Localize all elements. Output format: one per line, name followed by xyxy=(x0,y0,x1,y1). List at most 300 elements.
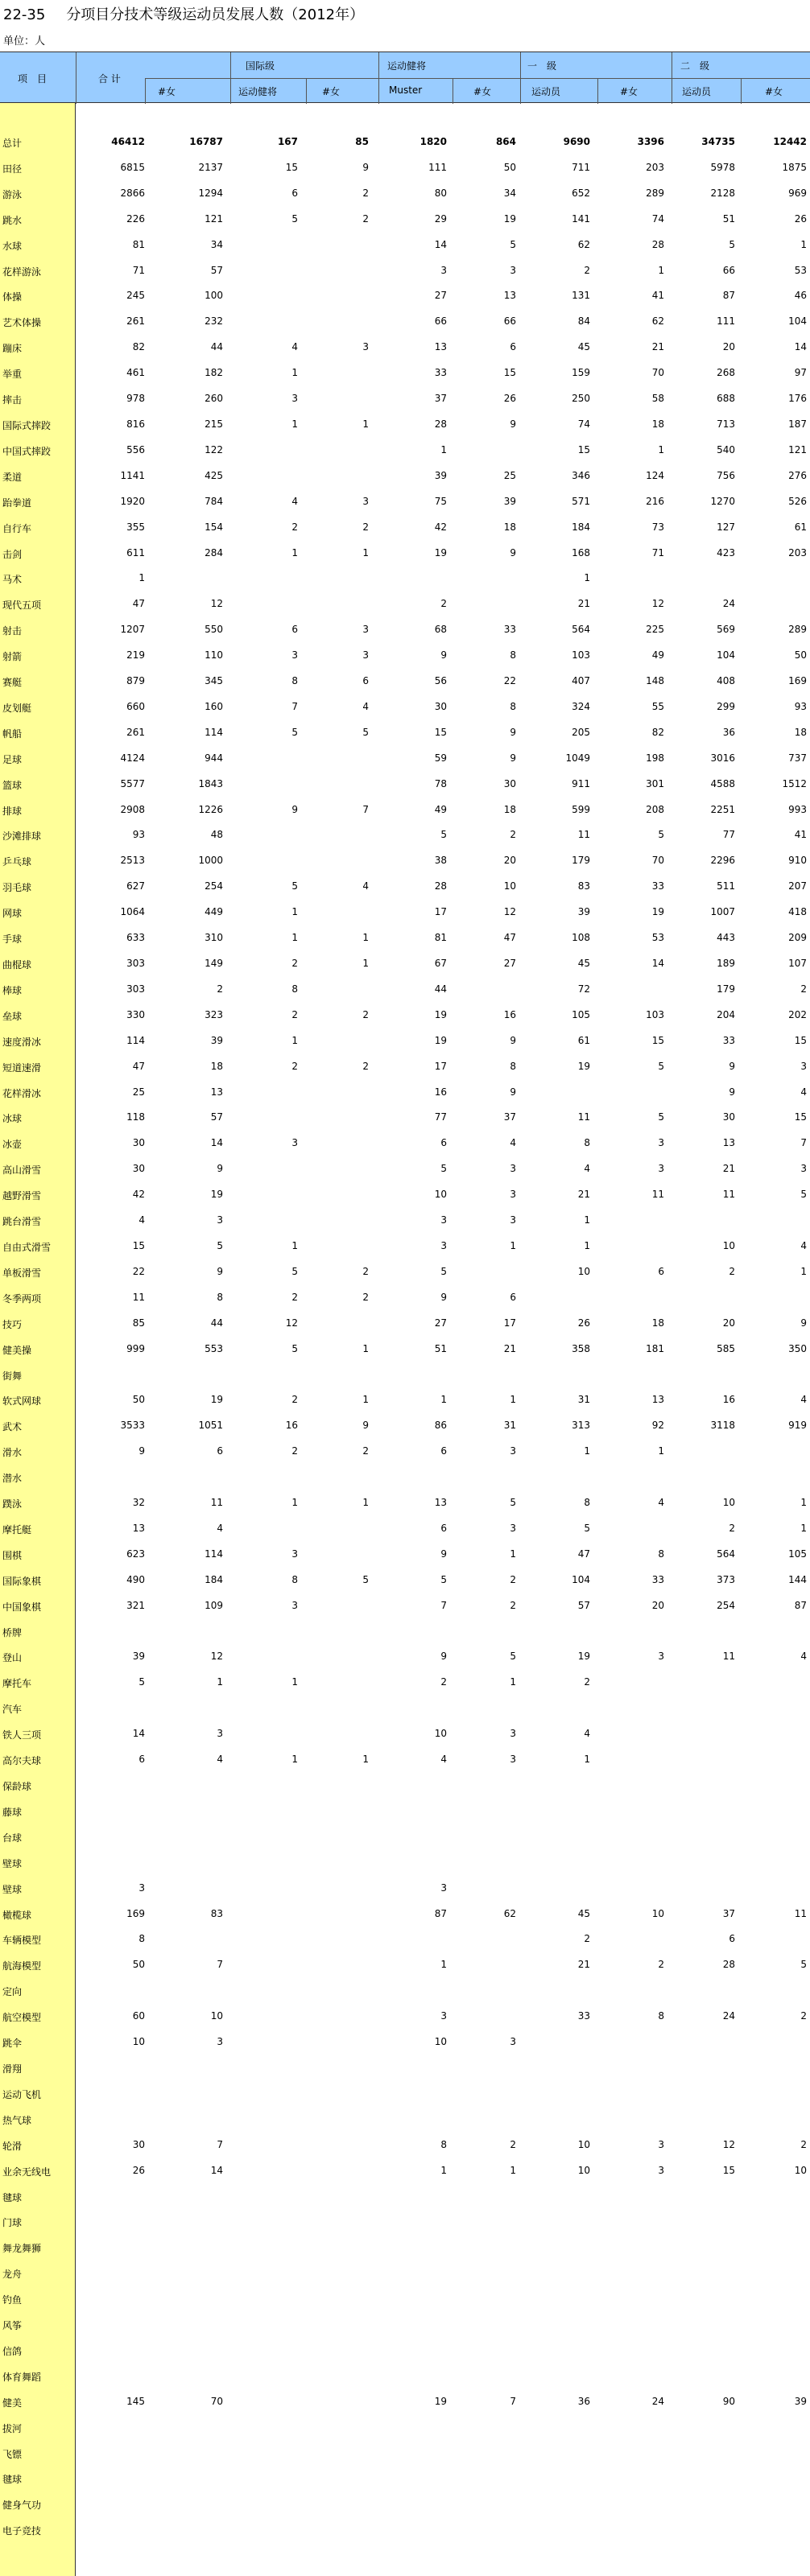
row-value: 45 xyxy=(577,1907,590,1919)
row-value: 3 xyxy=(440,264,447,276)
row-value: 3 xyxy=(291,393,298,405)
row-value: 2 xyxy=(291,1008,298,1020)
row-project-name: 壁球 xyxy=(2,1857,23,1869)
table-row xyxy=(0,1104,810,1130)
row-value: 50 xyxy=(503,161,516,173)
row-value: 203 xyxy=(646,161,664,173)
row-value: 14 xyxy=(651,958,664,969)
row-value: 2 xyxy=(362,1445,369,1457)
row-value: 4 xyxy=(584,1728,590,1740)
row-value: 93 xyxy=(132,829,145,841)
row-value: 38 xyxy=(434,855,447,867)
row-project-name: 射箭 xyxy=(2,651,23,663)
row-value: 8 xyxy=(584,1497,590,1509)
row-value: 18 xyxy=(503,803,516,815)
row-value: 1 xyxy=(138,572,145,584)
row-value: 47 xyxy=(132,598,145,610)
row-project-name: 门球 xyxy=(2,2217,23,2229)
row-value: 25 xyxy=(503,469,516,481)
row-value: 8 xyxy=(658,1548,664,1560)
unit-label: 单位：人 xyxy=(3,35,46,47)
row-value: 18 xyxy=(210,1060,223,1072)
row-project-name: 垒球 xyxy=(2,1010,23,1022)
header-divider xyxy=(145,78,810,79)
row-value: 1 xyxy=(291,367,298,379)
row-value: 13 xyxy=(651,1394,664,1406)
row-value: 86 xyxy=(434,1420,447,1432)
row-value: 111 xyxy=(428,161,447,173)
row-value: 10 xyxy=(794,2164,807,2176)
row-value: 19 xyxy=(434,546,447,558)
row-value: 12 xyxy=(651,598,664,610)
row-value: 15 xyxy=(503,367,516,379)
row-value: 11 xyxy=(722,1189,735,1201)
row-project-name: 保龄球 xyxy=(2,1781,32,1792)
row-value: 42 xyxy=(132,1189,145,1201)
row-value: 17 xyxy=(434,1060,447,1072)
row-value: 168 xyxy=(572,546,590,558)
table-row xyxy=(0,155,810,180)
row-value: 87 xyxy=(722,290,735,302)
row-value: 7 xyxy=(800,1137,807,1149)
row-value: 4 xyxy=(658,1497,664,1509)
row-value: 4124 xyxy=(120,752,145,764)
row-value: 6 xyxy=(291,187,298,199)
row-value: 22 xyxy=(132,1265,145,1277)
row-value: 47 xyxy=(577,1548,590,1560)
row-value: 104 xyxy=(572,1573,590,1585)
row-project-name: 速度滑冰 xyxy=(2,1036,42,1048)
row-project-name: 运动飞机 xyxy=(2,2088,42,2100)
row-value: 407 xyxy=(572,675,590,687)
row-value: 15 xyxy=(794,1034,807,1046)
row-value: 1 xyxy=(362,932,369,944)
row-project-name: 棒球 xyxy=(2,984,23,996)
row-project-name: 跆拳道 xyxy=(2,497,32,509)
row-project-name: 航海模型 xyxy=(2,1960,42,1972)
row-value: 10 xyxy=(434,1728,447,1740)
table-row xyxy=(0,1490,810,1515)
table-row xyxy=(0,2363,810,2388)
table-row xyxy=(0,925,810,950)
table-row xyxy=(0,1130,810,1156)
row-value: 1512 xyxy=(782,777,807,789)
row-value: 16 xyxy=(285,1420,298,1432)
row-project-name: 射击 xyxy=(2,625,23,637)
row-value: 3 xyxy=(658,1651,664,1663)
row-value: 9 xyxy=(138,1445,145,1457)
row-value: 42 xyxy=(434,521,447,533)
row-value: 9 xyxy=(440,649,447,662)
row-value: 1 xyxy=(291,1754,298,1766)
row-value: 737 xyxy=(788,752,807,764)
row-value: 8 xyxy=(291,675,298,687)
row-value: 4 xyxy=(362,700,369,712)
row-value: 216 xyxy=(646,495,664,507)
row-project-name: 艺术体操 xyxy=(2,317,42,329)
row-project-name: 登山 xyxy=(2,1652,23,1664)
row-value: 3 xyxy=(510,1214,516,1226)
row-project-name: 高山滑雪 xyxy=(2,1164,42,1177)
row-value: 310 xyxy=(205,932,223,944)
row-value: 6815 xyxy=(120,161,145,173)
row-value: 254 xyxy=(717,1599,735,1611)
row-value: 80 xyxy=(434,187,447,199)
row-value: 2 xyxy=(800,983,807,995)
row-value: 2 xyxy=(510,1573,516,1585)
row-value: 26 xyxy=(503,393,516,405)
row-project-name: 信鸽 xyxy=(2,2345,23,2357)
row-value: 1 xyxy=(291,1239,298,1251)
row-project-name: 蹼泳 xyxy=(2,1498,23,1511)
row-value: 1 xyxy=(510,1676,516,1688)
row-value: 1 xyxy=(440,2164,447,2176)
row-project-name: 短道速滑 xyxy=(2,1061,42,1074)
row-project-name: 台球 xyxy=(2,1832,23,1844)
row-value: 10 xyxy=(434,2036,447,2048)
row-value: 203 xyxy=(788,546,807,558)
row-value: 20 xyxy=(722,1317,735,1329)
row-value: 33 xyxy=(722,1034,735,1046)
table-row xyxy=(0,232,810,258)
row-value: 358 xyxy=(572,1342,590,1354)
row-value: 114 xyxy=(205,726,223,738)
row-value: 47 xyxy=(503,932,516,944)
row-value: 5 xyxy=(584,1522,590,1534)
row-value: 176 xyxy=(788,393,807,405)
row-value: 100 xyxy=(205,290,223,302)
row-value: 9 xyxy=(217,1265,223,1277)
row-value: 1 xyxy=(291,1676,298,1688)
row-value: 30 xyxy=(132,1137,145,1149)
table-row xyxy=(0,1233,810,1259)
row-value: 2128 xyxy=(710,187,735,199)
table-row xyxy=(0,822,810,847)
row-value: 3 xyxy=(362,495,369,507)
row-value: 261 xyxy=(126,315,145,328)
row-value: 24 xyxy=(651,2395,664,2407)
table-row xyxy=(0,258,810,283)
row-value: 3 xyxy=(362,341,369,353)
row-value: 8 xyxy=(510,700,516,712)
row-value: 3 xyxy=(440,1214,447,1226)
table-row xyxy=(0,719,810,745)
row-value: 6 xyxy=(440,1522,447,1534)
row-value: 18 xyxy=(503,521,516,533)
row-value: 62 xyxy=(577,238,590,250)
row-value: 169 xyxy=(126,1907,145,1919)
row-project-name: 冰壶 xyxy=(2,1139,23,1151)
row-value: 39 xyxy=(794,2395,807,2407)
row-value: 6 xyxy=(291,624,298,636)
row-project-name: 总计 xyxy=(2,138,23,149)
header-project: 项 目 xyxy=(18,73,48,84)
row-value: 346 xyxy=(572,469,590,481)
row-value: 4 xyxy=(217,1754,223,1766)
table-row xyxy=(0,180,810,206)
row-value: 144 xyxy=(788,1573,807,1585)
header-second-female: #女 xyxy=(765,86,783,97)
row-project-name: 滑水 xyxy=(2,1447,23,1459)
header-master-female: #女 xyxy=(473,86,492,97)
row-project-name: 田径 xyxy=(2,163,23,175)
row-project-name: 游泳 xyxy=(2,188,23,200)
row-value: 330 xyxy=(126,1008,145,1020)
row-project-name: 围棋 xyxy=(2,1549,23,1561)
row-value: 1270 xyxy=(710,495,735,507)
row-value: 784 xyxy=(205,495,223,507)
row-value: 83 xyxy=(577,880,590,892)
table-row xyxy=(0,1593,810,1618)
row-value: 77 xyxy=(434,1111,447,1123)
row-value: 19 xyxy=(503,212,516,225)
row-value: 623 xyxy=(126,1548,145,1560)
row-value: 2 xyxy=(658,1959,664,1971)
row-value: 660 xyxy=(126,700,145,712)
row-value: 2 xyxy=(584,1933,590,1945)
row-value: 53 xyxy=(794,264,807,276)
table-row xyxy=(0,2311,810,2337)
row-value: 3 xyxy=(800,1060,807,1072)
table-row xyxy=(0,616,810,642)
table-code: 22-35 xyxy=(3,6,46,23)
row-value: 27 xyxy=(503,958,516,969)
row-value: 1 xyxy=(291,1034,298,1046)
row-value: 84 xyxy=(577,315,590,328)
row-value: 121 xyxy=(205,212,223,225)
row-project-name: 国际式摔跤 xyxy=(2,419,52,431)
row-value: 124 xyxy=(646,469,664,481)
row-value: 62 xyxy=(503,1907,516,1919)
header-total-female: #女 xyxy=(158,86,176,97)
row-value: 8 xyxy=(510,649,516,662)
row-value: 9 xyxy=(440,1548,447,1560)
header-total: 合 计 xyxy=(98,73,121,84)
row-value: 53 xyxy=(651,932,664,944)
row-value: 5 xyxy=(440,1265,447,1277)
row-value: 37 xyxy=(434,393,447,405)
row-value: 9690 xyxy=(563,136,590,147)
row-value: 103 xyxy=(646,1008,664,1020)
row-value: 122 xyxy=(205,443,223,455)
row-value: 11 xyxy=(577,829,590,841)
row-value: 26 xyxy=(577,1317,590,1329)
row-value: 1 xyxy=(584,1239,590,1251)
row-project-name: 皮划艇 xyxy=(2,702,32,714)
row-value: 15 xyxy=(794,1111,807,1123)
row-value: 9 xyxy=(440,1651,447,1663)
row-value: 5 xyxy=(291,880,298,892)
row-value: 10 xyxy=(577,1265,590,1277)
row-value: 121 xyxy=(788,443,807,455)
row-value: 3016 xyxy=(710,752,735,764)
table-row xyxy=(0,847,810,873)
row-value: 7 xyxy=(217,1959,223,1971)
row-value: 36 xyxy=(722,726,735,738)
row-value: 15 xyxy=(577,443,590,455)
row-project-name: 软式网球 xyxy=(2,1395,42,1408)
row-project-name: 花样滑冰 xyxy=(2,1087,42,1099)
row-value: 1 xyxy=(440,1959,447,1971)
row-value: 27 xyxy=(434,1317,447,1329)
row-value: 45 xyxy=(577,341,590,353)
row-value: 30 xyxy=(434,700,447,712)
row-value: 73 xyxy=(651,521,664,533)
row-value: 321 xyxy=(126,1599,145,1611)
row-value: 5 xyxy=(440,829,447,841)
header-international-master: 运动健将 xyxy=(238,86,278,97)
row-value: 3 xyxy=(138,1882,145,1894)
row-value: 9 xyxy=(217,1163,223,1175)
row-value: 81 xyxy=(132,238,145,250)
row-value: 209 xyxy=(788,932,807,944)
row-value: 3 xyxy=(217,1728,223,1740)
row-value: 39 xyxy=(434,469,447,481)
row-value: 461 xyxy=(126,367,145,379)
row-value: 1207 xyxy=(120,624,145,636)
row-value: 4 xyxy=(584,1163,590,1175)
table-row xyxy=(0,1772,810,1798)
row-value: 1 xyxy=(291,1497,298,1509)
row-value: 9 xyxy=(362,1420,369,1432)
row-value: 2 xyxy=(510,829,516,841)
row-value: 1 xyxy=(362,1754,369,1766)
row-value: 978 xyxy=(126,393,145,405)
row-value: 19 xyxy=(577,1060,590,1072)
row-value: 15 xyxy=(132,1239,145,1251)
table-row xyxy=(0,1977,810,2003)
row-value: 104 xyxy=(788,315,807,328)
row-value: 5 xyxy=(510,238,516,250)
row-value: 3 xyxy=(291,1548,298,1560)
row-value: 944 xyxy=(205,752,223,764)
row-value: 3118 xyxy=(710,1420,735,1432)
row-value: 599 xyxy=(572,803,590,815)
row-project-name: 跳水 xyxy=(2,214,23,226)
row-value: 57 xyxy=(577,1599,590,1611)
row-value: 28 xyxy=(722,1959,735,1971)
row-value: 59 xyxy=(434,752,447,764)
row-project-name: 中国式摔跤 xyxy=(2,445,52,457)
row-value: 21 xyxy=(577,1959,590,1971)
row-value: 526 xyxy=(788,495,807,507)
row-value: 74 xyxy=(651,212,664,225)
row-project-name: 中国象棋 xyxy=(2,1601,42,1613)
row-value: 3533 xyxy=(120,1420,145,1432)
row-value: 9 xyxy=(440,1291,447,1303)
table-row xyxy=(0,2440,810,2466)
row-value: 198 xyxy=(646,752,664,764)
row-value: 2 xyxy=(362,1060,369,1072)
row-value: 5 xyxy=(440,1163,447,1175)
table-row xyxy=(0,1824,810,1849)
table-row xyxy=(0,1464,810,1490)
row-project-name: 越野滑雪 xyxy=(2,1190,42,1202)
row-value: 30 xyxy=(503,777,516,789)
row-value: 30 xyxy=(132,1163,145,1175)
row-value: 3 xyxy=(510,2036,516,2048)
row-value: 17 xyxy=(503,1317,516,1329)
row-value: 9 xyxy=(510,418,516,430)
table-row xyxy=(0,950,810,976)
table-row xyxy=(0,668,810,694)
row-value: 12 xyxy=(722,2138,735,2150)
row-value: 911 xyxy=(572,777,590,789)
row-project-name: 自由式滑雪 xyxy=(2,1241,52,1253)
row-value: 5 xyxy=(291,1342,298,1354)
table-title: 分项目分技术等级运动员发展人数（2012年） xyxy=(66,6,365,23)
row-value: 3 xyxy=(291,1599,298,1611)
row-value: 9 xyxy=(510,1034,516,1046)
header-divider xyxy=(145,78,146,104)
row-value: 24 xyxy=(722,2010,735,2022)
row-value: 179 xyxy=(572,855,590,867)
row-value: 1 xyxy=(362,1342,369,1354)
row-value: 250 xyxy=(572,393,590,405)
row-value: 4 xyxy=(800,1394,807,1406)
row-value: 187 xyxy=(788,418,807,430)
header-first-athlete: 运动员 xyxy=(531,86,561,97)
row-project-name: 帆船 xyxy=(2,727,23,740)
row-value: 82 xyxy=(132,341,145,353)
table-row xyxy=(0,1387,810,1412)
table-row xyxy=(0,1336,810,1362)
row-project-name: 壁球 xyxy=(2,1883,23,1895)
row-value: 105 xyxy=(788,1548,807,1560)
header-divider xyxy=(597,78,598,104)
row-value: 2 xyxy=(217,983,223,995)
header-divider xyxy=(741,78,742,104)
row-value: 303 xyxy=(126,958,145,969)
row-value: 39 xyxy=(577,906,590,918)
row-value: 756 xyxy=(717,469,735,481)
row-value: 2296 xyxy=(710,855,735,867)
row-project-name: 健美操 xyxy=(2,1344,32,1356)
table-row xyxy=(0,1567,810,1593)
header-master-en: Muster xyxy=(389,84,423,96)
row-value: 418 xyxy=(788,906,807,918)
row-value: 2 xyxy=(291,1394,298,1406)
row-value: 9 xyxy=(729,1086,735,1098)
row-value: 39 xyxy=(210,1034,223,1046)
row-value: 879 xyxy=(126,675,145,687)
row-project-name: 橄榄球 xyxy=(2,1909,32,1921)
row-value: 21 xyxy=(651,341,664,353)
row-value: 3 xyxy=(800,1163,807,1175)
table-header xyxy=(0,52,810,103)
row-project-name: 赛艇 xyxy=(2,677,23,689)
row-value: 276 xyxy=(788,469,807,481)
row-project-name: 足球 xyxy=(2,753,23,765)
header-international: 国际级 xyxy=(246,60,275,72)
table-row xyxy=(0,591,810,616)
row-project-name: 举重 xyxy=(2,369,23,381)
row-project-name: 沙滩排球 xyxy=(2,831,42,843)
table-row xyxy=(0,1412,810,1438)
row-value: 70 xyxy=(651,367,664,379)
row-value: 633 xyxy=(126,932,145,944)
row-value: 81 xyxy=(434,932,447,944)
row-value: 2 xyxy=(291,958,298,969)
table-row xyxy=(0,488,810,514)
row-value: 26 xyxy=(132,2164,145,2176)
row-value: 16 xyxy=(503,1008,516,1020)
row-value: 5 xyxy=(291,726,298,738)
row-value: 31 xyxy=(577,1394,590,1406)
row-value: 13 xyxy=(210,1086,223,1098)
row-value: 11 xyxy=(794,1907,807,1919)
row-project-name: 跳台滑雪 xyxy=(2,1216,42,1228)
